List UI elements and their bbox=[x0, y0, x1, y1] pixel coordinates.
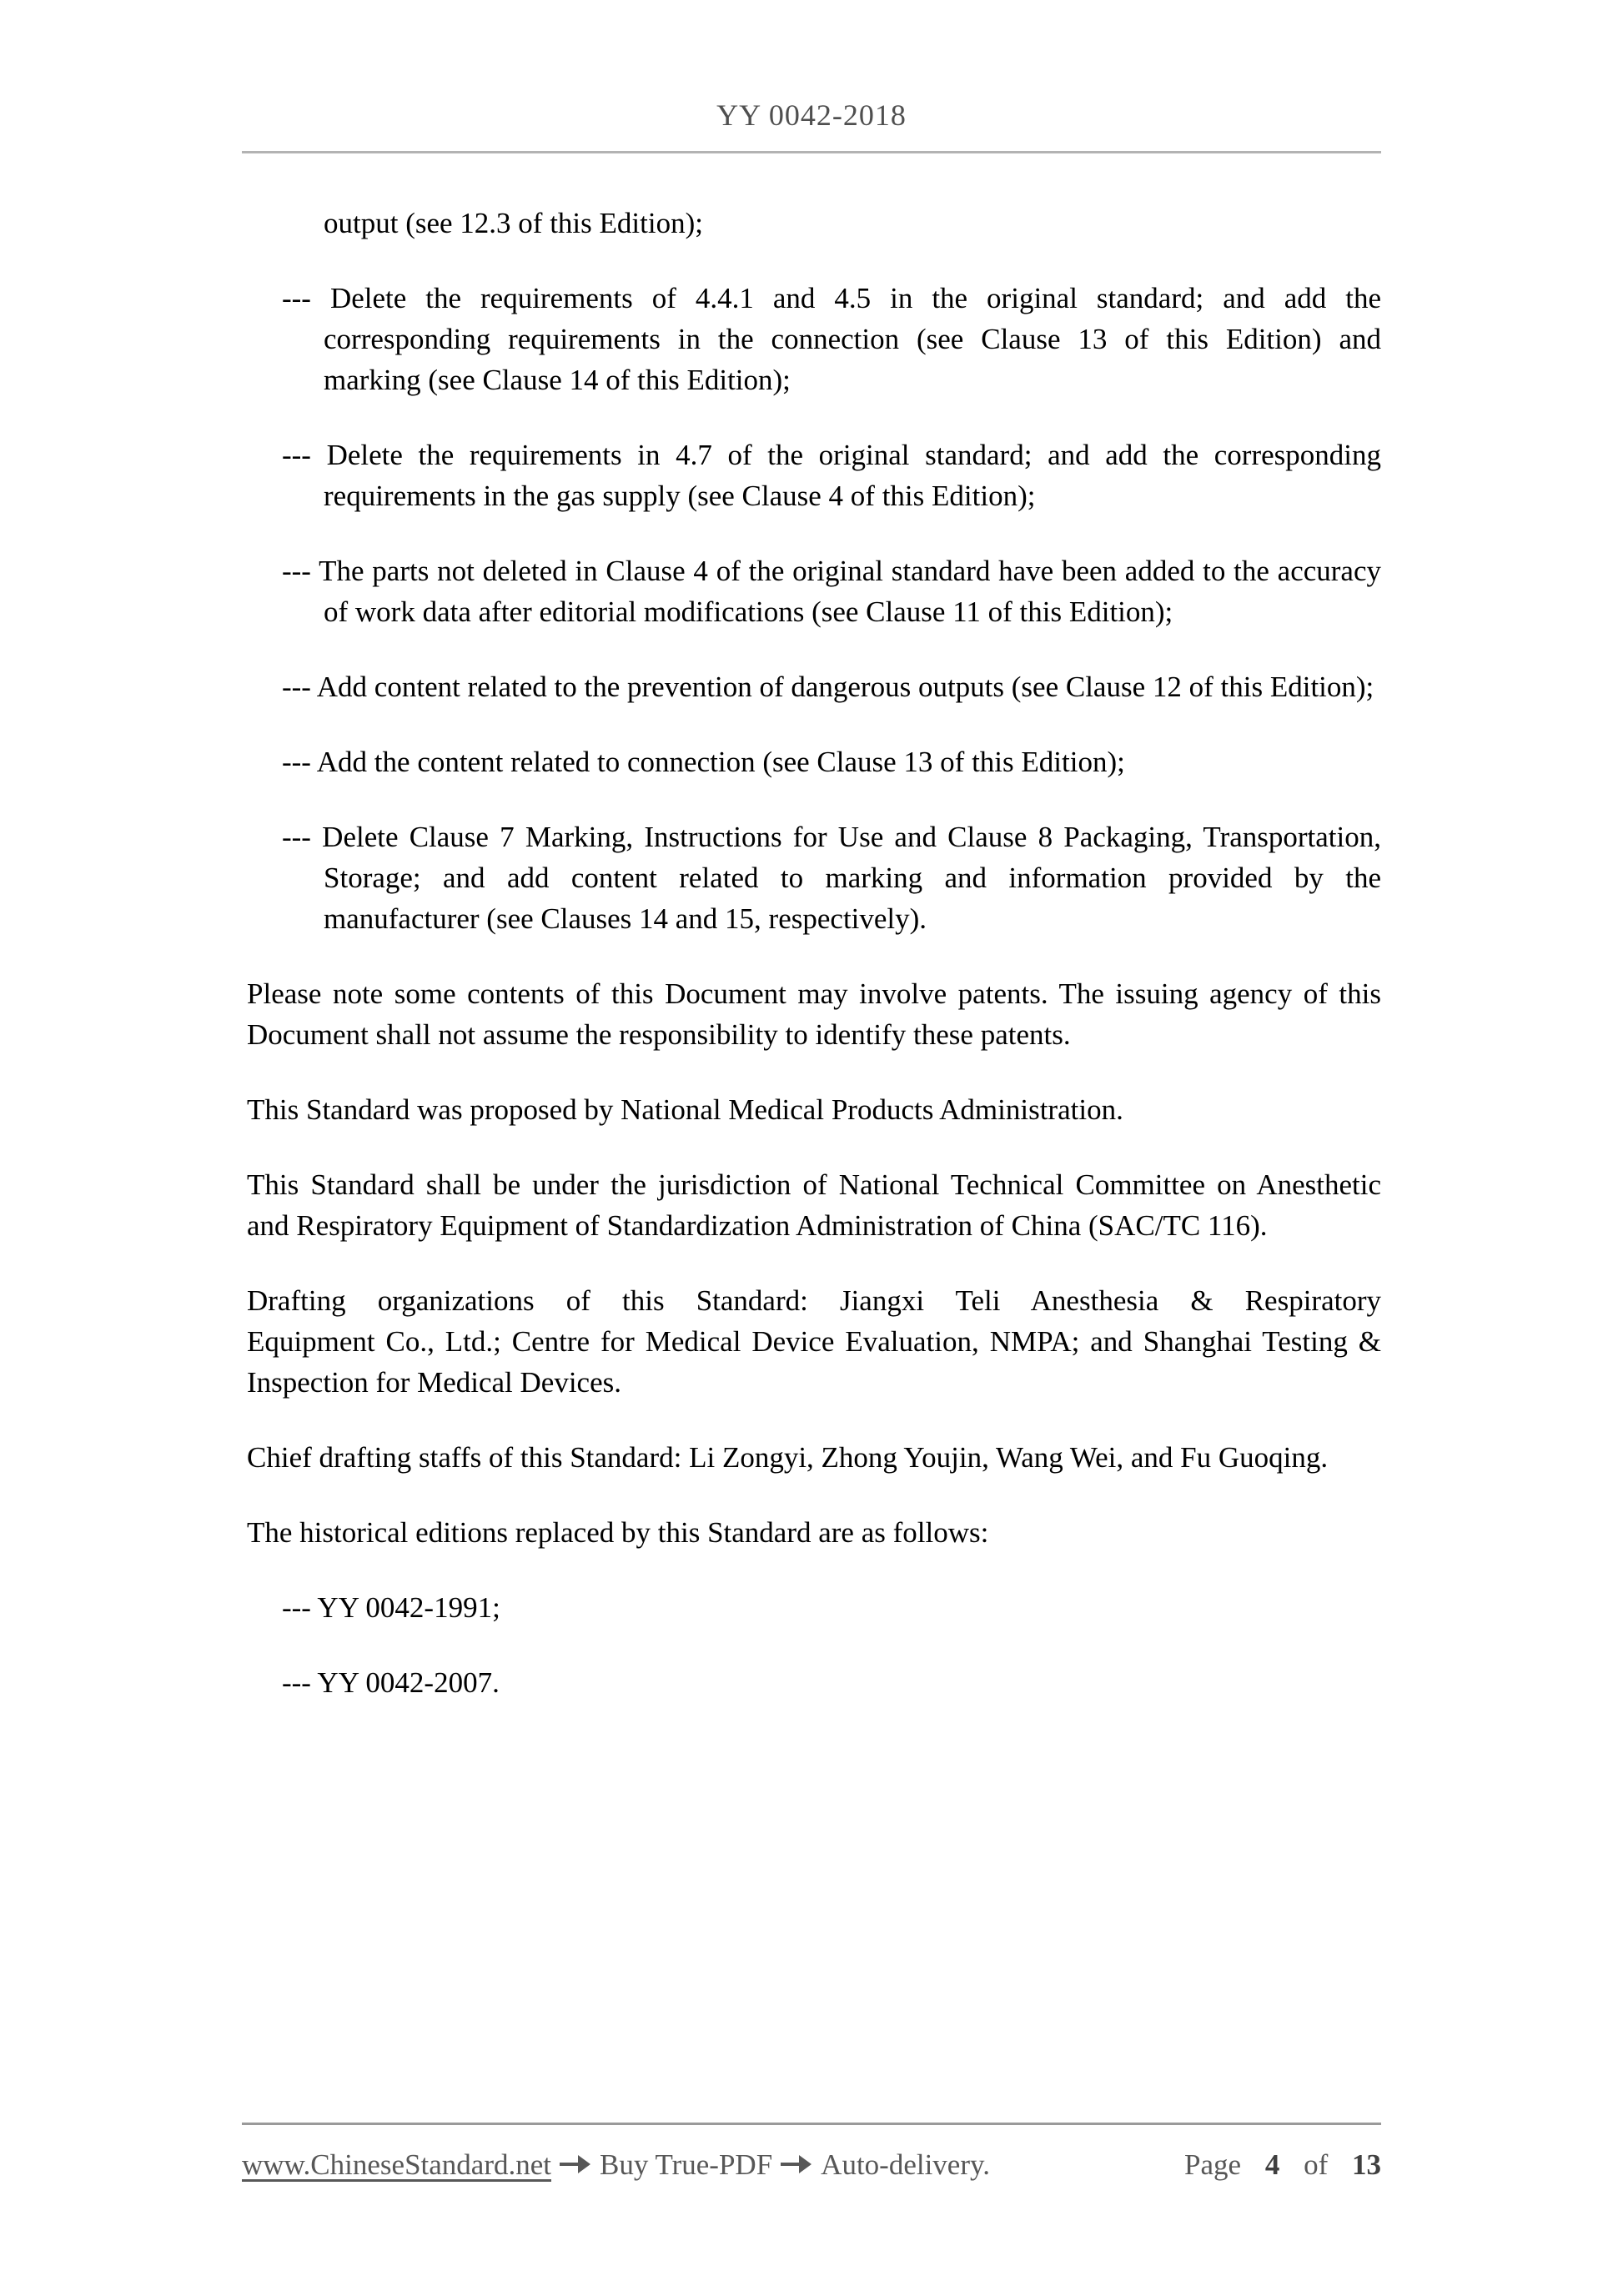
text-line: --- Delete the requirements of 4.4.1 and 4.5 in the original standard; and add the bbox=[282, 282, 1381, 314]
text-line: output (see 12.3 of this Edition); bbox=[324, 207, 703, 239]
text-line: marking (see Clause 14 of this Edition); bbox=[324, 364, 791, 396]
text-line: Storage; and add content related to marking and information provided by the bbox=[324, 862, 1381, 894]
text-line: --- The parts not deleted in Clause 4 of the original standard have been added to the accuracy bbox=[282, 555, 1381, 587]
text-line: --- Add content related to the prevention of dangerous outputs (see Clause 12 of this Edition); bbox=[282, 671, 1374, 703]
site-link[interactable]: www.ChineseStandard.net bbox=[242, 2148, 551, 2181]
text-line: and Respiratory Equipment of Standardization Administration of China (SAC/TC 116). bbox=[247, 1209, 1268, 1242]
text-line: Chief drafting staffs of this Standard: Li Zongyi, Zhong Youjin, Wang Wei, and Fu Guoqing. bbox=[247, 1441, 1329, 1474]
document-body bbox=[247, 203, 1381, 1703]
page-indicator bbox=[1184, 2145, 1381, 2185]
bullet-paragraph bbox=[247, 1587, 1381, 1628]
footer-source-line bbox=[242, 2145, 990, 2185]
of-label: of bbox=[1304, 2148, 1329, 2181]
text-line: Drafting organizations of this Standard: Jiangxi Teli Anesthesia & Respiratory bbox=[247, 1284, 1381, 1317]
page-label: Page bbox=[1184, 2148, 1242, 2181]
paragraph bbox=[247, 1280, 1381, 1403]
header-divider bbox=[242, 151, 1381, 153]
text-line: --- YY 0042-1991; bbox=[282, 1591, 500, 1624]
text-line: requirements in the gas supply (see Clause 4 of this Edition); bbox=[324, 480, 1036, 512]
bullet-paragraph bbox=[247, 550, 1381, 632]
paragraph bbox=[247, 1512, 1381, 1553]
paragraph bbox=[247, 1437, 1381, 1478]
text-line: This Standard shall be under the jurisdiction of National Technical Committee on Anesthetic bbox=[247, 1168, 1381, 1201]
footer-divider bbox=[242, 2123, 1381, 2125]
paragraph bbox=[247, 203, 1381, 244]
text-line: --- Delete the requirements in 4.7 of the original standard; and add the corresponding bbox=[282, 439, 1381, 471]
text-line: The historical editions replaced by this Standard are as follows: bbox=[247, 1516, 989, 1549]
footer-action-delivery: Auto-delivery. bbox=[821, 2148, 990, 2181]
bullet-paragraph bbox=[247, 278, 1381, 400]
text-line: of work data after editorial modifications (see Clause 11 of this Edition); bbox=[324, 595, 1173, 628]
text-line: --- Add the content related to connection (see Clause 13 of this Edition); bbox=[282, 746, 1125, 778]
text-line: --- Delete Clause 7 Marking, Instructions for Use and Clause 8 Packaging, Transportation, bbox=[282, 821, 1381, 853]
text-line: This Standard was proposed by National Medical Products Administration. bbox=[247, 1093, 1123, 1126]
paragraph bbox=[247, 973, 1381, 1055]
text-line: manufacturer (see Clauses 14 and 15, respectively). bbox=[324, 902, 927, 935]
arrow-right-icon bbox=[558, 2152, 593, 2177]
paragraph bbox=[247, 1164, 1381, 1246]
total-page-count: 13 bbox=[1352, 2148, 1381, 2181]
text-line: Document shall not assume the responsibility to identify these patents. bbox=[247, 1018, 1071, 1051]
bullet-paragraph bbox=[247, 435, 1381, 516]
bullet-paragraph bbox=[247, 741, 1381, 782]
text-line: Please note some contents of this Document may involve patents. The issuing agency of this bbox=[247, 977, 1381, 1010]
text-line: Inspection for Medical Devices. bbox=[247, 1366, 622, 1399]
bullet-paragraph bbox=[247, 1662, 1381, 1703]
page-title: YY 0042-2018 bbox=[716, 98, 907, 132]
paragraph bbox=[247, 1089, 1381, 1130]
bullet-paragraph bbox=[247, 816, 1381, 939]
arrow-right-icon bbox=[779, 2152, 814, 2177]
text-line: corresponding requirements in the connection (see Clause 13 of this Edition) and bbox=[324, 323, 1381, 355]
text-line: Equipment Co., Ltd.; Centre for Medical Device Evaluation, NMPA; and Shanghai Testing & bbox=[247, 1325, 1381, 1358]
bullet-paragraph bbox=[247, 666, 1381, 707]
page-footer bbox=[242, 2145, 1381, 2185]
text-line: --- YY 0042-2007. bbox=[282, 1666, 500, 1699]
footer-action-buy: Buy True-PDF bbox=[600, 2148, 773, 2181]
current-page-number: 4 bbox=[1264, 2148, 1280, 2181]
